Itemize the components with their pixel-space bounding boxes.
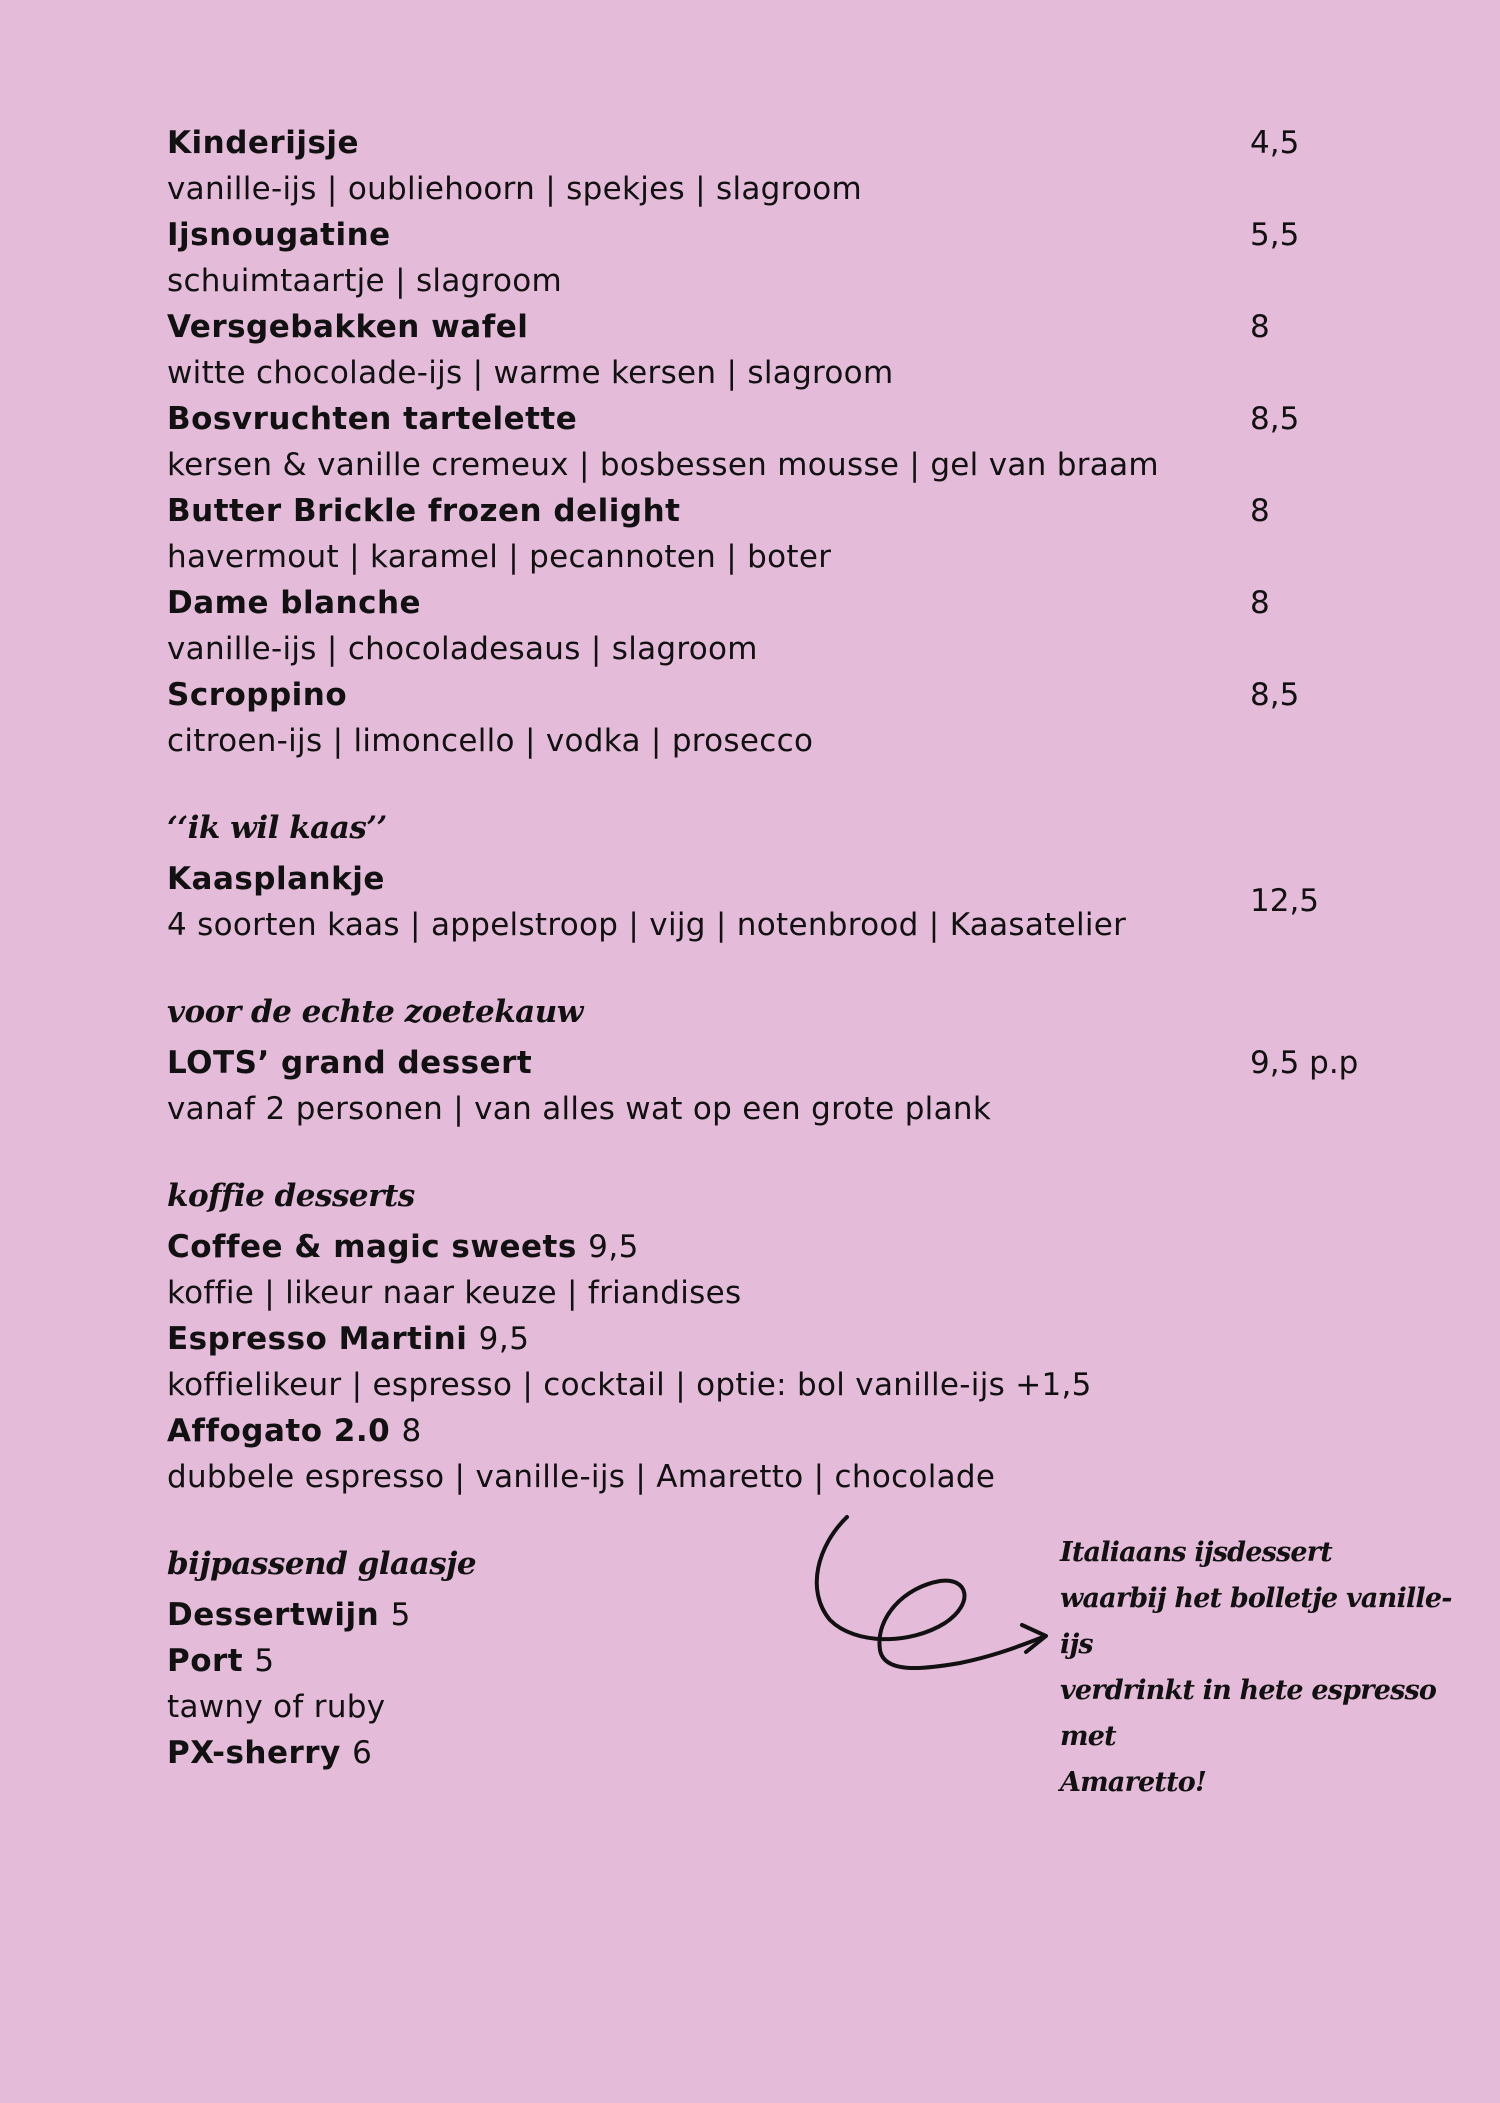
item-price: 6: [352, 1735, 373, 1771]
item-description: witte chocolade-ijs | warme kersen | slagroom: [167, 355, 894, 391]
menu-item-affogato: [167, 1408, 1367, 1500]
item-name: Espresso Martini: [167, 1321, 468, 1357]
item-name: Kinderijsje: [167, 125, 360, 161]
dessert-menu: [167, 120, 1367, 1776]
curly-arrow-icon: [800, 1505, 1060, 1685]
item-name: Ijsnougatine: [167, 217, 391, 253]
menu-item-coffee-magic-sweets: [167, 1224, 1367, 1316]
item-price: 5: [254, 1643, 275, 1679]
note-line: waarbij het bolletje vanille-ijs: [1060, 1583, 1452, 1660]
item-name: Affogato 2.0: [167, 1413, 391, 1449]
item-name: Versgebakken wafel: [167, 309, 529, 345]
section-title-coffee: koffie desserts: [167, 1178, 415, 1214]
menu-item-kinderijsje: [167, 120, 1367, 212]
item-price: 8: [1250, 309, 1270, 345]
menu-item-bosvruchten-tartelette: [167, 396, 1367, 488]
item-description: vanaf 2 personen | van alles wat op een grote plank: [167, 1091, 992, 1127]
section-title-sweet: voor de echte zoetekauw: [167, 994, 583, 1030]
item-name: PX-sherry: [167, 1735, 341, 1771]
item-price: 9,5: [478, 1321, 530, 1357]
item-price: 8: [401, 1413, 422, 1449]
item-description: dubbele espresso | vanille-ijs | Amaretto | chocolade: [167, 1459, 996, 1495]
item-description: citroen-ijs | limoncello | vodka | prosecco: [167, 723, 814, 759]
section-title-glass: bijpassend glaasje: [167, 1546, 477, 1582]
menu-item-espresso-martini: [167, 1316, 1367, 1408]
item-name: Coffee & magic sweets: [167, 1229, 577, 1265]
item-description: kersen & vanille cremeux | bosbessen mousse | gel van braam: [167, 447, 1159, 483]
item-description: koffielikeur | espresso | cocktail | optie: bol vanille-ijs +1,5: [167, 1367, 1092, 1403]
item-name: Bosvruchten tartelette: [167, 401, 578, 437]
menu-item-dame-blanche: [167, 580, 1367, 672]
section-title-cheese: ‘‘ik wil kaas’’: [167, 810, 387, 846]
item-name: Scroppino: [167, 677, 348, 713]
item-name: Dessertwijn: [167, 1597, 380, 1633]
item-price: 12,5: [1250, 883, 1320, 919]
item-price: 4,5: [1250, 125, 1300, 161]
item-price: 9,5: [588, 1229, 639, 1265]
menu-item-butter-brickle: [167, 488, 1367, 580]
menu-item-scroppino: [167, 672, 1367, 764]
item-description: schuimtaartje | slagroom: [167, 263, 563, 299]
affogato-note: [1060, 1530, 1480, 1806]
item-price: 8: [1250, 585, 1270, 621]
item-name: LOTS’ grand dessert: [167, 1045, 533, 1081]
note-line: Amaretto!: [1060, 1767, 1207, 1798]
item-description: vanille-ijs | oubliehoorn | spekjes | slagroom: [167, 171, 863, 207]
item-price: 5: [390, 1597, 411, 1633]
item-price: 5,5: [1250, 217, 1300, 253]
menu-item-grand-dessert: [167, 1040, 1367, 1132]
menu-item-kaasplankje: [167, 856, 1367, 948]
item-price: 8: [1250, 493, 1270, 529]
item-description: vanille-ijs | chocoladesaus | slagroom: [167, 631, 758, 667]
item-description: koffie | likeur naar keuze | friandises: [167, 1275, 742, 1311]
item-description: tawny of ruby: [167, 1689, 386, 1725]
menu-item-ijsnougatine: [167, 212, 1367, 304]
note-line: Italiaans ijsdessert: [1060, 1537, 1332, 1568]
item-name: Kaasplankje: [167, 861, 385, 897]
note-line: verdrinkt in hete espresso met: [1060, 1675, 1437, 1752]
item-name: Dame blanche: [167, 585, 422, 621]
item-price: 9,5 p.p: [1250, 1045, 1359, 1081]
item-price: 8,5: [1250, 401, 1300, 437]
item-description: 4 soorten kaas | appelstroop | vijg | notenbrood | Kaasatelier: [167, 907, 1127, 943]
item-name: Butter Brickle frozen delight: [167, 493, 681, 529]
item-price: 8,5: [1250, 677, 1300, 713]
item-name: Port: [167, 1643, 244, 1679]
menu-item-versgebakken-wafel: [167, 304, 1367, 396]
item-description: havermout | karamel | pecannoten | boter: [167, 539, 832, 575]
